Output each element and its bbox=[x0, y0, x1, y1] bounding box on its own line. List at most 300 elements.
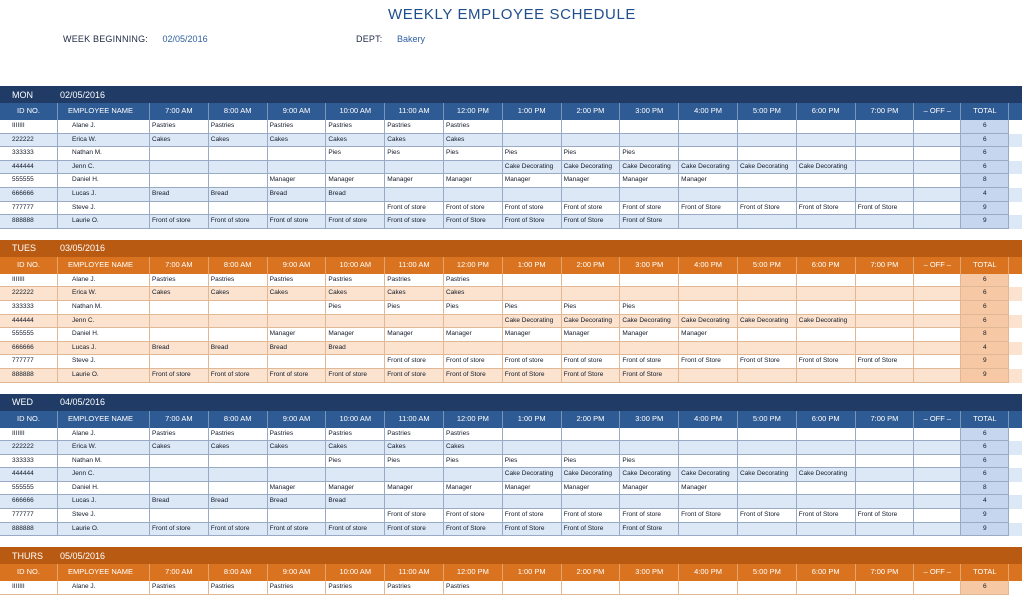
shift-cell[interactable]: Cake Decorating bbox=[679, 468, 738, 482]
shift-cell[interactable] bbox=[562, 120, 621, 134]
shift-cell[interactable]: Front of Store bbox=[856, 509, 915, 523]
shift-cell[interactable] bbox=[150, 301, 209, 315]
shift-cell[interactable]: Front of store bbox=[150, 369, 209, 383]
off-cell[interactable] bbox=[914, 328, 961, 342]
shift-cell[interactable] bbox=[856, 495, 915, 509]
employee-id-cell[interactable]: IIIIIII bbox=[0, 120, 58, 134]
dept-value[interactable]: Bakery bbox=[397, 34, 426, 44]
shift-cell[interactable]: Cake Decorating bbox=[797, 161, 856, 175]
shift-cell[interactable] bbox=[856, 523, 915, 537]
shift-cell[interactable] bbox=[268, 355, 327, 369]
employee-name-cell[interactable]: Jenn C. bbox=[58, 315, 150, 329]
employee-id-cell[interactable]: IIIIIII bbox=[0, 274, 58, 288]
shift-cell[interactable]: Cake Decorating bbox=[562, 161, 621, 175]
employee-name-cell[interactable]: Daniel H. bbox=[58, 482, 150, 496]
shift-cell[interactable] bbox=[150, 161, 209, 175]
shift-cell[interactable]: Bread bbox=[209, 188, 268, 202]
employee-name-cell[interactable]: Erica W. bbox=[58, 287, 150, 301]
shift-cell[interactable]: Pies bbox=[503, 455, 562, 469]
employee-name-cell[interactable]: Alane J. bbox=[58, 428, 150, 442]
shift-cell[interactable] bbox=[679, 147, 738, 161]
employee-id-cell[interactable]: IIIIIII bbox=[0, 428, 58, 442]
shift-cell[interactable] bbox=[797, 134, 856, 148]
shift-cell[interactable] bbox=[679, 287, 738, 301]
shift-cell[interactable]: Front of store bbox=[385, 202, 444, 216]
off-cell[interactable] bbox=[914, 301, 961, 315]
shift-cell[interactable] bbox=[856, 468, 915, 482]
shift-cell[interactable]: Front of store bbox=[503, 202, 562, 216]
shift-cell[interactable] bbox=[620, 188, 679, 202]
shift-cell[interactable] bbox=[503, 428, 562, 442]
shift-cell[interactable] bbox=[326, 355, 385, 369]
shift-cell[interactable]: Pastries bbox=[444, 428, 503, 442]
shift-cell[interactable] bbox=[738, 455, 797, 469]
shift-cell[interactable]: Bread bbox=[326, 342, 385, 356]
shift-cell[interactable] bbox=[738, 274, 797, 288]
shift-cell[interactable]: Bread bbox=[268, 495, 327, 509]
shift-cell[interactable] bbox=[150, 328, 209, 342]
shift-cell[interactable] bbox=[503, 120, 562, 134]
shift-cell[interactable] bbox=[679, 215, 738, 229]
shift-cell[interactable] bbox=[856, 274, 915, 288]
shift-cell[interactable]: Front of store bbox=[385, 523, 444, 537]
shift-cell[interactable]: Pastries bbox=[150, 581, 209, 595]
shift-cell[interactable]: Front of Store bbox=[856, 202, 915, 216]
employee-id-cell[interactable]: 888888 bbox=[0, 369, 58, 383]
shift-cell[interactable]: Cakes bbox=[385, 441, 444, 455]
shift-cell[interactable] bbox=[562, 581, 621, 595]
shift-cell[interactable]: Bread bbox=[209, 495, 268, 509]
shift-cell[interactable]: Cakes bbox=[326, 287, 385, 301]
shift-cell[interactable]: Front of Store bbox=[620, 215, 679, 229]
shift-cell[interactable]: Front of Store bbox=[444, 523, 503, 537]
shift-cell[interactable]: Cake Decorating bbox=[620, 161, 679, 175]
shift-cell[interactable]: Pastries bbox=[444, 274, 503, 288]
employee-id-cell[interactable]: 555555 bbox=[0, 482, 58, 496]
shift-cell[interactable]: Pastries bbox=[268, 428, 327, 442]
shift-cell[interactable] bbox=[856, 120, 915, 134]
shift-cell[interactable]: Front of Store bbox=[503, 369, 562, 383]
shift-cell[interactable]: Bread bbox=[268, 188, 327, 202]
shift-cell[interactable]: Pastries bbox=[150, 274, 209, 288]
shift-cell[interactable] bbox=[503, 342, 562, 356]
shift-cell[interactable]: Front of store bbox=[620, 202, 679, 216]
shift-cell[interactable]: Pies bbox=[620, 301, 679, 315]
shift-cell[interactable]: Front of store bbox=[385, 215, 444, 229]
shift-cell[interactable]: Cakes bbox=[268, 441, 327, 455]
shift-cell[interactable]: Cakes bbox=[444, 287, 503, 301]
shift-cell[interactable] bbox=[679, 188, 738, 202]
shift-cell[interactable]: Front of Store bbox=[797, 509, 856, 523]
shift-cell[interactable]: Manager bbox=[385, 328, 444, 342]
shift-cell[interactable]: Bread bbox=[209, 342, 268, 356]
shift-cell[interactable] bbox=[856, 287, 915, 301]
shift-cell[interactable] bbox=[797, 174, 856, 188]
shift-cell[interactable] bbox=[503, 134, 562, 148]
shift-cell[interactable] bbox=[679, 495, 738, 509]
shift-cell[interactable] bbox=[856, 428, 915, 442]
shift-cell[interactable]: Manager bbox=[620, 174, 679, 188]
shift-cell[interactable]: Front of store bbox=[268, 215, 327, 229]
off-cell[interactable] bbox=[914, 369, 961, 383]
shift-cell[interactable] bbox=[209, 509, 268, 523]
shift-cell[interactable] bbox=[856, 369, 915, 383]
shift-cell[interactable]: Pies bbox=[385, 301, 444, 315]
shift-cell[interactable]: Front of store bbox=[385, 369, 444, 383]
shift-cell[interactable]: Front of store bbox=[268, 369, 327, 383]
employee-name-cell[interactable]: Alane J. bbox=[58, 581, 150, 595]
shift-cell[interactable] bbox=[562, 134, 621, 148]
shift-cell[interactable]: Pies bbox=[444, 455, 503, 469]
shift-cell[interactable] bbox=[797, 523, 856, 537]
off-cell[interactable] bbox=[914, 441, 961, 455]
shift-cell[interactable]: Pastries bbox=[209, 120, 268, 134]
shift-cell[interactable] bbox=[620, 342, 679, 356]
shift-cell[interactable]: Front of Store bbox=[679, 202, 738, 216]
shift-cell[interactable] bbox=[209, 355, 268, 369]
shift-cell[interactable]: Bread bbox=[326, 188, 385, 202]
shift-cell[interactable] bbox=[797, 455, 856, 469]
shift-cell[interactable]: Manager bbox=[503, 174, 562, 188]
shift-cell[interactable]: Front of store bbox=[385, 355, 444, 369]
shift-cell[interactable] bbox=[150, 174, 209, 188]
employee-id-cell[interactable]: 444444 bbox=[0, 468, 58, 482]
shift-cell[interactable] bbox=[385, 161, 444, 175]
shift-cell[interactable] bbox=[797, 215, 856, 229]
employee-name-cell[interactable]: Steve J. bbox=[58, 355, 150, 369]
shift-cell[interactable]: Cakes bbox=[444, 134, 503, 148]
employee-id-cell[interactable]: 222222 bbox=[0, 134, 58, 148]
shift-cell[interactable]: Manager bbox=[326, 482, 385, 496]
shift-cell[interactable] bbox=[562, 441, 621, 455]
shift-cell[interactable] bbox=[738, 441, 797, 455]
shift-cell[interactable] bbox=[738, 495, 797, 509]
shift-cell[interactable]: Cakes bbox=[150, 287, 209, 301]
shift-cell[interactable] bbox=[620, 287, 679, 301]
employee-id-cell[interactable]: 444444 bbox=[0, 161, 58, 175]
shift-cell[interactable]: Manager bbox=[503, 482, 562, 496]
employee-id-cell[interactable]: 555555 bbox=[0, 174, 58, 188]
shift-cell[interactable]: Pastries bbox=[385, 120, 444, 134]
employee-id-cell[interactable]: 666666 bbox=[0, 188, 58, 202]
off-cell[interactable] bbox=[914, 161, 961, 175]
shift-cell[interactable]: Pastries bbox=[150, 428, 209, 442]
shift-cell[interactable] bbox=[268, 455, 327, 469]
shift-cell[interactable]: Manager bbox=[620, 482, 679, 496]
employee-name-cell[interactable]: Daniel H. bbox=[58, 174, 150, 188]
shift-cell[interactable] bbox=[856, 215, 915, 229]
shift-cell[interactable] bbox=[856, 134, 915, 148]
shift-cell[interactable] bbox=[738, 523, 797, 537]
off-cell[interactable] bbox=[914, 342, 961, 356]
shift-cell[interactable] bbox=[679, 441, 738, 455]
shift-cell[interactable] bbox=[444, 161, 503, 175]
shift-cell[interactable] bbox=[738, 120, 797, 134]
shift-cell[interactable] bbox=[385, 495, 444, 509]
shift-cell[interactable] bbox=[738, 188, 797, 202]
shift-cell[interactable]: Pastries bbox=[326, 274, 385, 288]
shift-cell[interactable] bbox=[209, 161, 268, 175]
shift-cell[interactable] bbox=[738, 428, 797, 442]
shift-cell[interactable] bbox=[620, 134, 679, 148]
off-cell[interactable] bbox=[914, 482, 961, 496]
shift-cell[interactable]: Front of Store bbox=[562, 215, 621, 229]
shift-cell[interactable]: Manager bbox=[444, 328, 503, 342]
shift-cell[interactable]: Manager bbox=[679, 482, 738, 496]
off-cell[interactable] bbox=[914, 455, 961, 469]
shift-cell[interactable] bbox=[326, 202, 385, 216]
shift-cell[interactable] bbox=[209, 315, 268, 329]
shift-cell[interactable]: Front of store bbox=[562, 202, 621, 216]
shift-cell[interactable] bbox=[856, 328, 915, 342]
shift-cell[interactable] bbox=[620, 428, 679, 442]
shift-cell[interactable]: Pies bbox=[620, 455, 679, 469]
shift-cell[interactable]: Pastries bbox=[385, 274, 444, 288]
shift-cell[interactable]: Manager bbox=[268, 174, 327, 188]
shift-cell[interactable]: Front of store bbox=[209, 369, 268, 383]
shift-cell[interactable] bbox=[620, 441, 679, 455]
shift-cell[interactable]: Cakes bbox=[150, 134, 209, 148]
shift-cell[interactable]: Front of Store bbox=[444, 215, 503, 229]
shift-cell[interactable] bbox=[679, 523, 738, 537]
shift-cell[interactable]: Bread bbox=[150, 188, 209, 202]
shift-cell[interactable]: Pastries bbox=[326, 428, 385, 442]
employee-name-cell[interactable]: Erica W. bbox=[58, 441, 150, 455]
employee-name-cell[interactable]: Alane J. bbox=[58, 120, 150, 134]
shift-cell[interactable]: Front of Store bbox=[679, 509, 738, 523]
employee-id-cell[interactable]: 777777 bbox=[0, 355, 58, 369]
shift-cell[interactable]: Cake Decorating bbox=[503, 161, 562, 175]
employee-id-cell[interactable]: 777777 bbox=[0, 202, 58, 216]
shift-cell[interactable]: Cakes bbox=[150, 441, 209, 455]
shift-cell[interactable]: Front of store bbox=[444, 202, 503, 216]
employee-id-cell[interactable]: IIIIIII bbox=[0, 581, 58, 595]
employee-id-cell[interactable]: 222222 bbox=[0, 441, 58, 455]
shift-cell[interactable] bbox=[679, 134, 738, 148]
shift-cell[interactable] bbox=[209, 468, 268, 482]
shift-cell[interactable]: Manager bbox=[385, 482, 444, 496]
shift-cell[interactable] bbox=[856, 482, 915, 496]
shift-cell[interactable] bbox=[738, 147, 797, 161]
shift-cell[interactable] bbox=[326, 468, 385, 482]
shift-cell[interactable]: Cakes bbox=[326, 134, 385, 148]
employee-name-cell[interactable]: Erica W. bbox=[58, 134, 150, 148]
shift-cell[interactable] bbox=[797, 441, 856, 455]
shift-cell[interactable]: Manager bbox=[268, 482, 327, 496]
shift-cell[interactable] bbox=[562, 342, 621, 356]
employee-id-cell[interactable]: 666666 bbox=[0, 342, 58, 356]
shift-cell[interactable]: Front of Store bbox=[620, 369, 679, 383]
shift-cell[interactable] bbox=[150, 482, 209, 496]
shift-cell[interactable] bbox=[797, 369, 856, 383]
shift-cell[interactable] bbox=[562, 188, 621, 202]
shift-cell[interactable] bbox=[150, 509, 209, 523]
shift-cell[interactable]: Front of Store bbox=[620, 523, 679, 537]
shift-cell[interactable]: Cakes bbox=[326, 441, 385, 455]
shift-cell[interactable] bbox=[385, 342, 444, 356]
shift-cell[interactable] bbox=[150, 455, 209, 469]
shift-cell[interactable]: Manager bbox=[679, 174, 738, 188]
shift-cell[interactable] bbox=[738, 328, 797, 342]
shift-cell[interactable]: Pies bbox=[503, 147, 562, 161]
shift-cell[interactable] bbox=[679, 120, 738, 134]
shift-cell[interactable]: Pastries bbox=[326, 581, 385, 595]
shift-cell[interactable] bbox=[620, 495, 679, 509]
shift-cell[interactable]: Front of store bbox=[620, 355, 679, 369]
shift-cell[interactable] bbox=[856, 147, 915, 161]
shift-cell[interactable] bbox=[444, 468, 503, 482]
shift-cell[interactable] bbox=[679, 301, 738, 315]
shift-cell[interactable]: Front of store bbox=[503, 509, 562, 523]
employee-name-cell[interactable]: Lucas J. bbox=[58, 188, 150, 202]
shift-cell[interactable]: Front of Store bbox=[797, 355, 856, 369]
off-cell[interactable] bbox=[914, 147, 961, 161]
shift-cell[interactable]: Front of store bbox=[150, 215, 209, 229]
shift-cell[interactable] bbox=[679, 342, 738, 356]
shift-cell[interactable] bbox=[797, 328, 856, 342]
shift-cell[interactable]: Cake Decorating bbox=[679, 315, 738, 329]
shift-cell[interactable] bbox=[503, 495, 562, 509]
shift-cell[interactable]: Front of store bbox=[503, 355, 562, 369]
shift-cell[interactable]: Cakes bbox=[385, 134, 444, 148]
shift-cell[interactable]: Cake Decorating bbox=[620, 315, 679, 329]
shift-cell[interactable]: Pastries bbox=[209, 581, 268, 595]
shift-cell[interactable]: Cakes bbox=[209, 134, 268, 148]
off-cell[interactable] bbox=[914, 355, 961, 369]
shift-cell[interactable]: Bread bbox=[150, 342, 209, 356]
shift-cell[interactable] bbox=[738, 482, 797, 496]
shift-cell[interactable]: Pastries bbox=[209, 428, 268, 442]
shift-cell[interactable] bbox=[150, 468, 209, 482]
shift-cell[interactable] bbox=[444, 315, 503, 329]
shift-cell[interactable] bbox=[856, 188, 915, 202]
employee-id-cell[interactable]: 444444 bbox=[0, 315, 58, 329]
shift-cell[interactable] bbox=[797, 581, 856, 595]
shift-cell[interactable]: Pastries bbox=[150, 120, 209, 134]
employee-name-cell[interactable]: Jenn C. bbox=[58, 468, 150, 482]
shift-cell[interactable] bbox=[797, 287, 856, 301]
shift-cell[interactable]: Cakes bbox=[209, 287, 268, 301]
off-cell[interactable] bbox=[914, 202, 961, 216]
shift-cell[interactable]: Front of Store bbox=[856, 355, 915, 369]
shift-cell[interactable] bbox=[209, 174, 268, 188]
shift-cell[interactable] bbox=[797, 301, 856, 315]
shift-cell[interactable] bbox=[268, 509, 327, 523]
employee-id-cell[interactable]: 666666 bbox=[0, 495, 58, 509]
employee-name-cell[interactable]: Nathan M. bbox=[58, 455, 150, 469]
shift-cell[interactable] bbox=[856, 174, 915, 188]
shift-cell[interactable]: Front of store bbox=[562, 509, 621, 523]
employee-name-cell[interactable]: Laurie O. bbox=[58, 523, 150, 537]
shift-cell[interactable] bbox=[444, 342, 503, 356]
shift-cell[interactable]: Pastries bbox=[326, 120, 385, 134]
shift-cell[interactable]: Cake Decorating bbox=[679, 161, 738, 175]
shift-cell[interactable]: Cakes bbox=[268, 287, 327, 301]
shift-cell[interactable] bbox=[268, 301, 327, 315]
shift-cell[interactable]: Pies bbox=[385, 455, 444, 469]
shift-cell[interactable]: Front of store bbox=[326, 369, 385, 383]
shift-cell[interactable]: Front of store bbox=[209, 523, 268, 537]
shift-cell[interactable] bbox=[503, 287, 562, 301]
shift-cell[interactable] bbox=[620, 581, 679, 595]
shift-cell[interactable]: Pies bbox=[385, 147, 444, 161]
shift-cell[interactable] bbox=[856, 441, 915, 455]
shift-cell[interactable] bbox=[150, 315, 209, 329]
shift-cell[interactable]: Pastries bbox=[444, 120, 503, 134]
shift-cell[interactable]: Front of Store bbox=[738, 509, 797, 523]
shift-cell[interactable]: Front of Store bbox=[503, 523, 562, 537]
shift-cell[interactable] bbox=[326, 161, 385, 175]
shift-cell[interactable]: Manager bbox=[503, 328, 562, 342]
off-cell[interactable] bbox=[914, 523, 961, 537]
shift-cell[interactable]: Manager bbox=[562, 482, 621, 496]
shift-cell[interactable]: Pies bbox=[444, 147, 503, 161]
shift-cell[interactable] bbox=[268, 147, 327, 161]
shift-cell[interactable] bbox=[268, 202, 327, 216]
shift-cell[interactable]: Pies bbox=[562, 301, 621, 315]
shift-cell[interactable]: Front of Store bbox=[562, 523, 621, 537]
shift-cell[interactable] bbox=[738, 369, 797, 383]
off-cell[interactable] bbox=[914, 287, 961, 301]
shift-cell[interactable] bbox=[268, 315, 327, 329]
shift-cell[interactable]: Cakes bbox=[209, 441, 268, 455]
employee-name-cell[interactable]: Steve J. bbox=[58, 509, 150, 523]
week-beginning-value[interactable]: 02/05/2016 bbox=[162, 34, 208, 44]
employee-name-cell[interactable]: Alane J. bbox=[58, 274, 150, 288]
shift-cell[interactable]: Cake Decorating bbox=[503, 468, 562, 482]
off-cell[interactable] bbox=[914, 581, 961, 595]
shift-cell[interactable] bbox=[738, 287, 797, 301]
shift-cell[interactable]: Cake Decorating bbox=[738, 161, 797, 175]
shift-cell[interactable]: Front of Store bbox=[738, 355, 797, 369]
shift-cell[interactable]: Cake Decorating bbox=[738, 468, 797, 482]
shift-cell[interactable]: Manager bbox=[562, 174, 621, 188]
employee-name-cell[interactable]: Laurie O. bbox=[58, 369, 150, 383]
employee-id-cell[interactable]: 333333 bbox=[0, 301, 58, 315]
shift-cell[interactable] bbox=[620, 274, 679, 288]
shift-cell[interactable] bbox=[797, 428, 856, 442]
shift-cell[interactable] bbox=[385, 468, 444, 482]
shift-cell[interactable] bbox=[503, 188, 562, 202]
employee-name-cell[interactable]: Lucas J. bbox=[58, 495, 150, 509]
shift-cell[interactable]: Cake Decorating bbox=[562, 315, 621, 329]
employee-name-cell[interactable]: Daniel H. bbox=[58, 328, 150, 342]
employee-name-cell[interactable]: Lucas J. bbox=[58, 342, 150, 356]
shift-cell[interactable]: Cakes bbox=[268, 134, 327, 148]
shift-cell[interactable] bbox=[738, 342, 797, 356]
shift-cell[interactable]: Cakes bbox=[385, 287, 444, 301]
employee-name-cell[interactable]: Laurie O. bbox=[58, 215, 150, 229]
shift-cell[interactable] bbox=[856, 315, 915, 329]
shift-cell[interactable]: Manager bbox=[620, 328, 679, 342]
shift-cell[interactable] bbox=[856, 455, 915, 469]
shift-cell[interactable]: Front of Store bbox=[503, 215, 562, 229]
shift-cell[interactable]: Cake Decorating bbox=[738, 315, 797, 329]
off-cell[interactable] bbox=[914, 120, 961, 134]
shift-cell[interactable]: Cakes bbox=[444, 441, 503, 455]
shift-cell[interactable]: Manager bbox=[679, 328, 738, 342]
shift-cell[interactable]: Pastries bbox=[444, 581, 503, 595]
off-cell[interactable] bbox=[914, 315, 961, 329]
shift-cell[interactable]: Front of store bbox=[268, 523, 327, 537]
shift-cell[interactable]: Pies bbox=[620, 147, 679, 161]
shift-cell[interactable]: Pastries bbox=[268, 120, 327, 134]
shift-cell[interactable] bbox=[856, 581, 915, 595]
shift-cell[interactable] bbox=[444, 495, 503, 509]
employee-id-cell[interactable]: 888888 bbox=[0, 215, 58, 229]
off-cell[interactable] bbox=[914, 215, 961, 229]
off-cell[interactable] bbox=[914, 428, 961, 442]
